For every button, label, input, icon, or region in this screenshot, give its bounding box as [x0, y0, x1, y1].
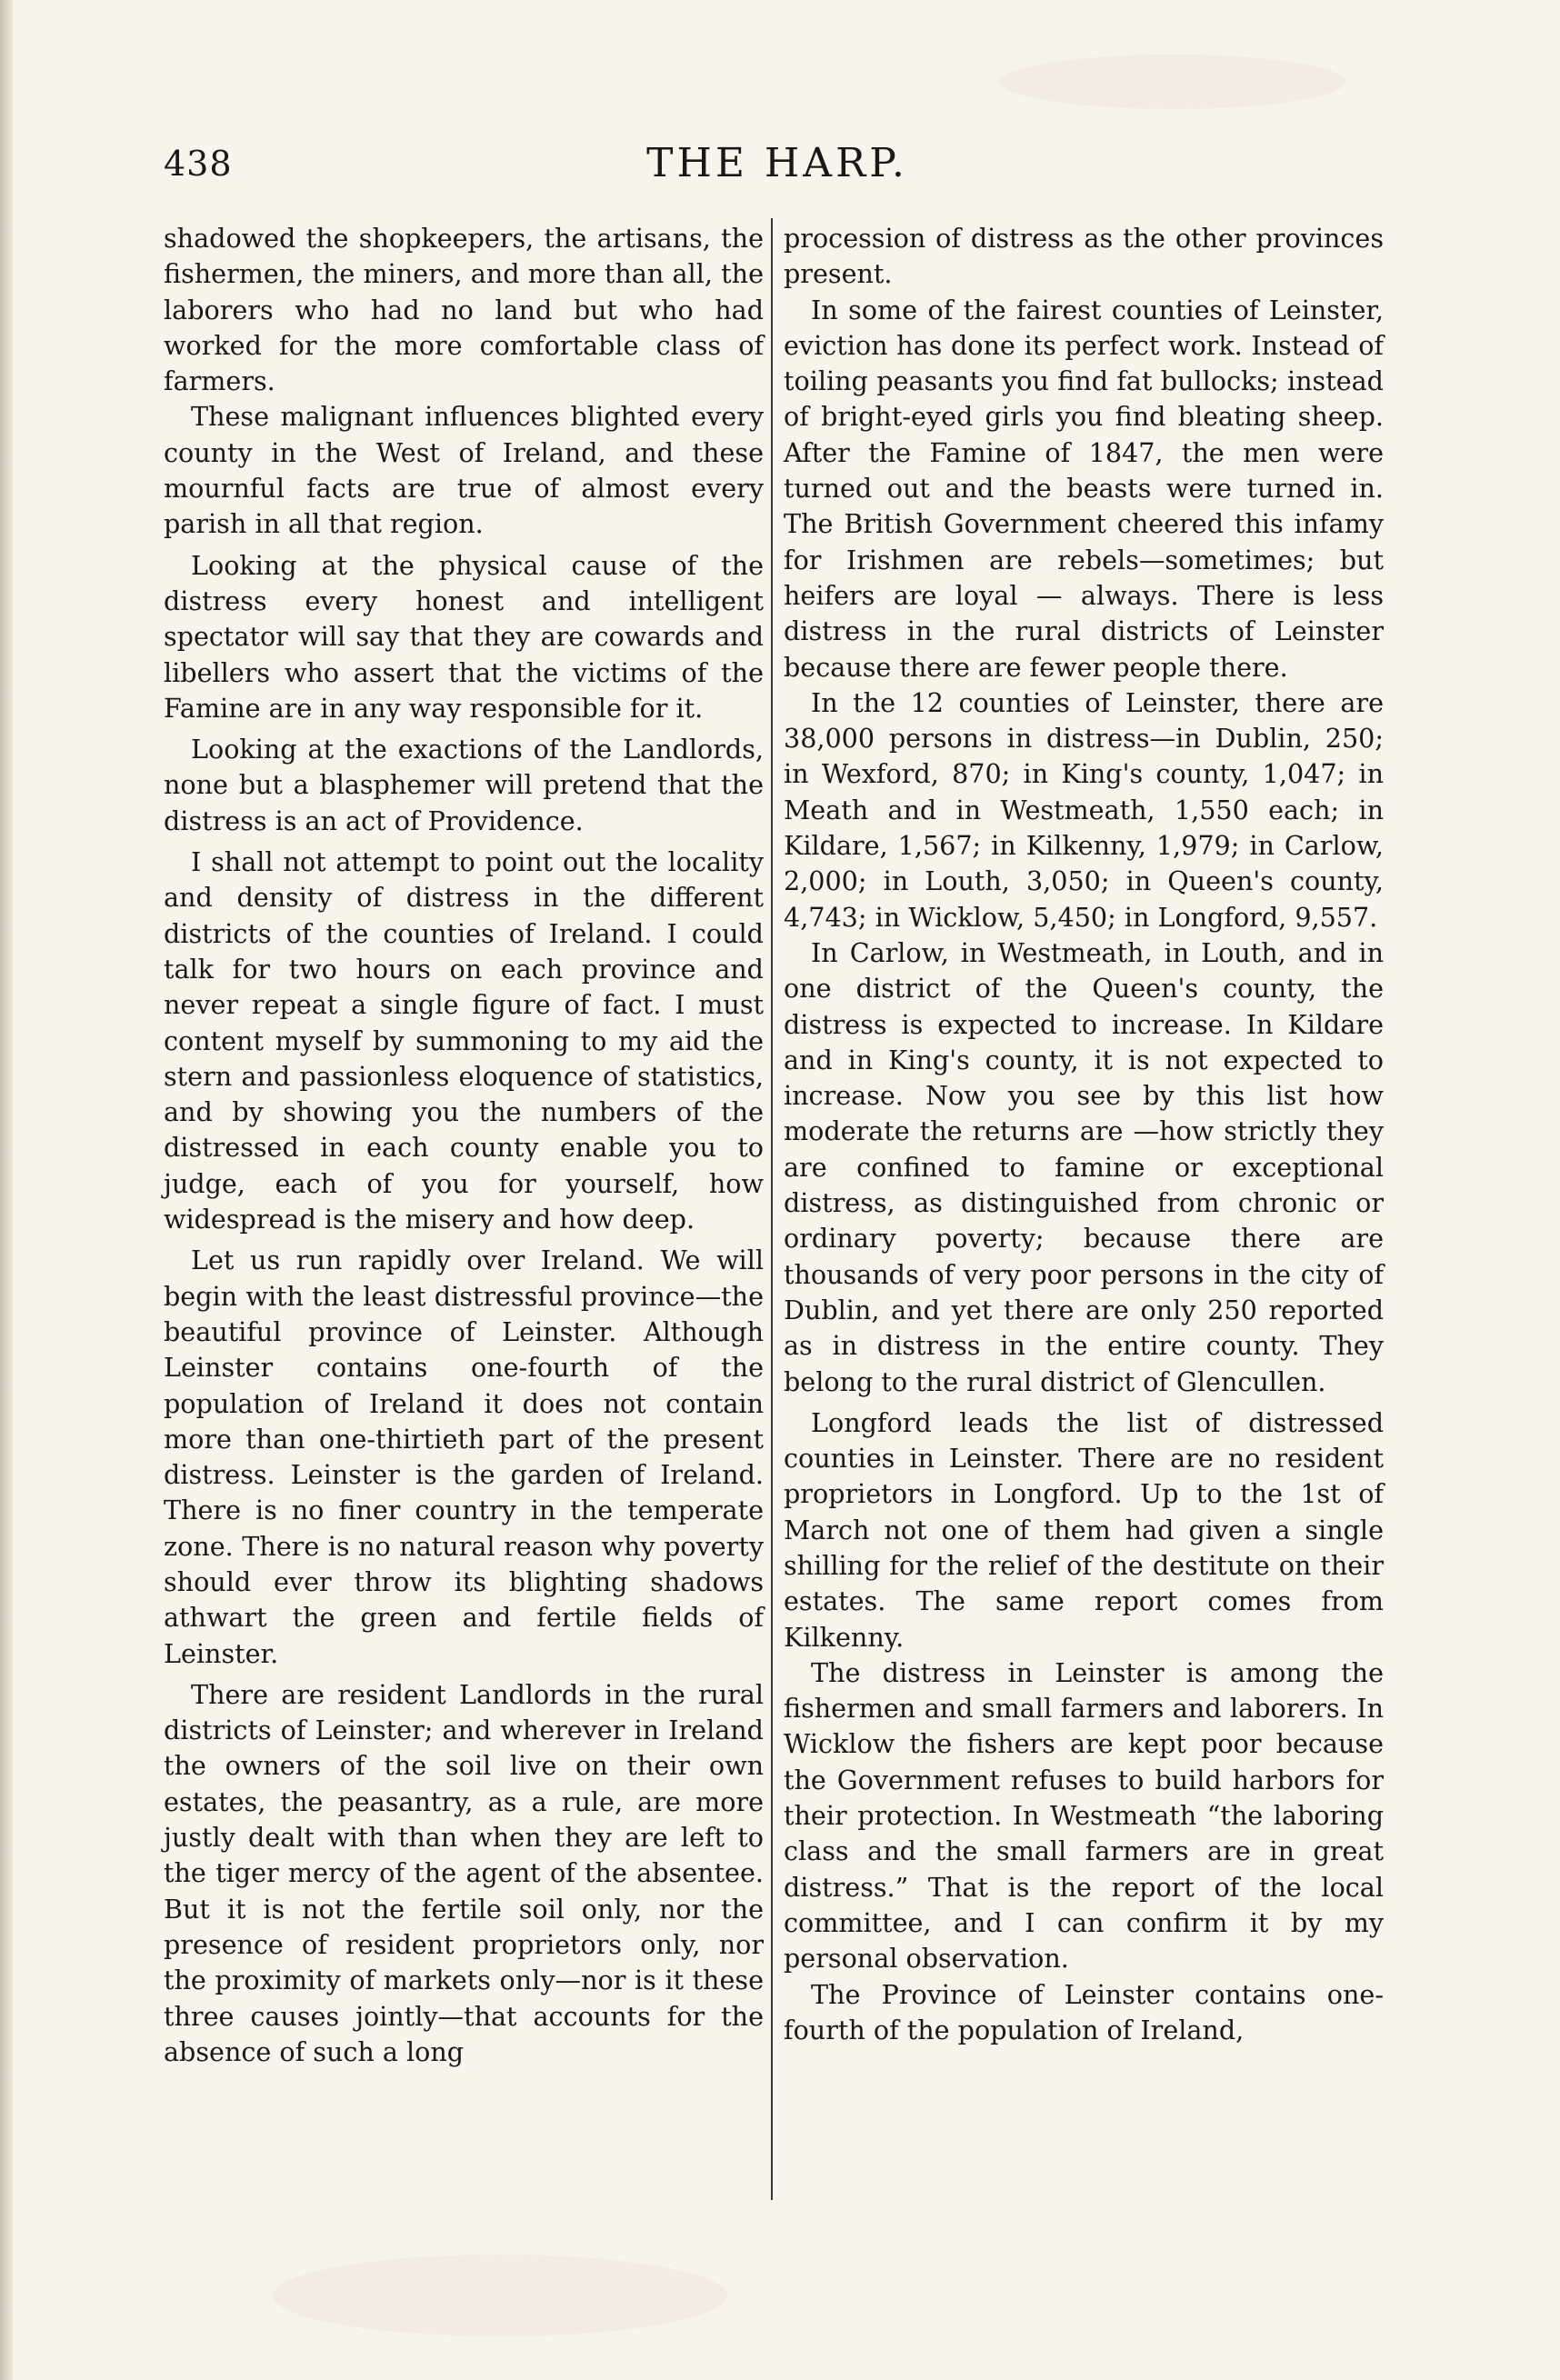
paragraph: Looking at the exactions of the Landlords, none but a blasphemer will pretend that the distress is an act of Providence. [164, 734, 764, 836]
page-edge-shadow [0, 0, 13, 2380]
paragraph: These malignant influences blighted every county in the West of Ireland, and these mournful facts are true of almost every parish in all that region. [164, 401, 764, 540]
left-column [164, 221, 764, 2070]
paragraph: In the 12 counties of Leinster, there are 38,000 persons in distress—in Dublin, 250; in Wexford, 870; in King's county, 1,047; in Meath and in Westmeath, 1,550 each; in Kildare, 1,567; in Kilkenny, 1,979; in Carlow, 2,000; in Louth, 3,050; in Queen's county, 4,743; in Wicklow, 5,450; in Longford, 9,557. [784, 686, 1384, 933]
paragraph: In some of the fairest counties of Leinster, eviction has done its perfect work. Instead of toiling peasants you find fat bullocks; instead of bright-eyed girls you find bleating sheep. After the Famine of 1847, the men were turned out and the beasts were turned in. The British Government cheered this infamy for Irishmen are rebels—sometimes; but heifers are loyal — always. There is less distress in the rural districts of Leinster because there are fewer people there. [784, 294, 1384, 683]
paper-smudge [1000, 55, 1345, 109]
page-header [164, 136, 1391, 191]
paragraph: Longford leads the list of distressed counties in Leinster. There are no resident proprietors in Longford. Up to the 1st of March not one of them had given a single shilling for the relief of the destitute on their estates. The same report comes from Kilkenny. [784, 1406, 1384, 1653]
paragraph: procession of distress as the other provinces present. [784, 223, 1384, 290]
paragraph: There are resident Landlords in the rural districts of Leinster; and wherever in Ireland the owners of the soil live on their own estates, the peasantry, as a rule, are more justly dealt with than when they are left to the tiger mercy of the agent of the absentee. But it is not the fertile soil only, nor the presence of resident proprietors only, nor the proximity of markets only—nor is it these three causes jointly—that accounts for the absence of such a long [164, 1678, 764, 2067]
paragraph: The Province of Leinster contains one-fourth of the population of Ireland, [784, 1978, 1384, 2045]
paragraph: Looking at the physical cause of the distress every honest and intelligent spectator will say that they are cowards and libellers who assert that the victims of the Famine are in any way responsible for it. [164, 549, 764, 724]
paper-smudge [273, 2255, 727, 2336]
paragraph: I shall not attempt to point out the locality and density of distress in the different districts of the counties of Ireland. I could talk for two hours on each province and never repeat a single figure of fact. I must content myself by summoning to my aid the stern and passionless eloquence of statistics, and by showing you the numbers of the distressed in each county enable you to judge, each of you for yourself, how widespread is the misery and how deep. [164, 846, 764, 1235]
paragraph: In Carlow, in Westmeath, in Louth, and in one district of the Queen's county, the distress is expected to increase. In Kildare and in King's county, it is not expected to increase. Now you see by this list how moderate the returns are —how strictly they are confined to famine or exceptional distress, as distinguished from chronic or ordinary poverty; because there are thousands of very poor persons in the city of Dublin, and yet there are only 250 reported as in distress in the entire county. They belong to the rural district of Glencullen. [784, 936, 1384, 1397]
paragraph: shadowed the shopkeepers, the artisans, the fishermen, the miners, and more than all, the laborers who had no land but who had worked for the more comfortable class of farmers. [164, 223, 764, 397]
page-number: 438 [164, 144, 233, 184]
paragraph: Let us run rapidly over Ireland. We will begin with the least distressful province—the beautiful province of Leinster. Although Leinster contains one-fourth of the population of Ireland it does not contain more than one-thirtieth part of the present distress. Leinster is the garden of Ireland. There is no finer country in the temperate zone. There is no natural reason why poverty should ever throw its blighting shadows athwart the green and fertile fields of Leinster. [164, 1245, 764, 1669]
right-column [784, 221, 1384, 2048]
paragraph: The distress in Leinster is among the fishermen and small farmers and laborers. In Wicklow the fishers are kept poor because the Government refuses to build harbors for their protection. In Westmeath “the laboring class and the small farmers are in great distress.” That is the report of the local committee, and I can confirm it by my personal observation. [784, 1656, 1384, 1975]
column-divider [771, 218, 773, 2200]
running-title: THE HARP. [646, 140, 908, 186]
